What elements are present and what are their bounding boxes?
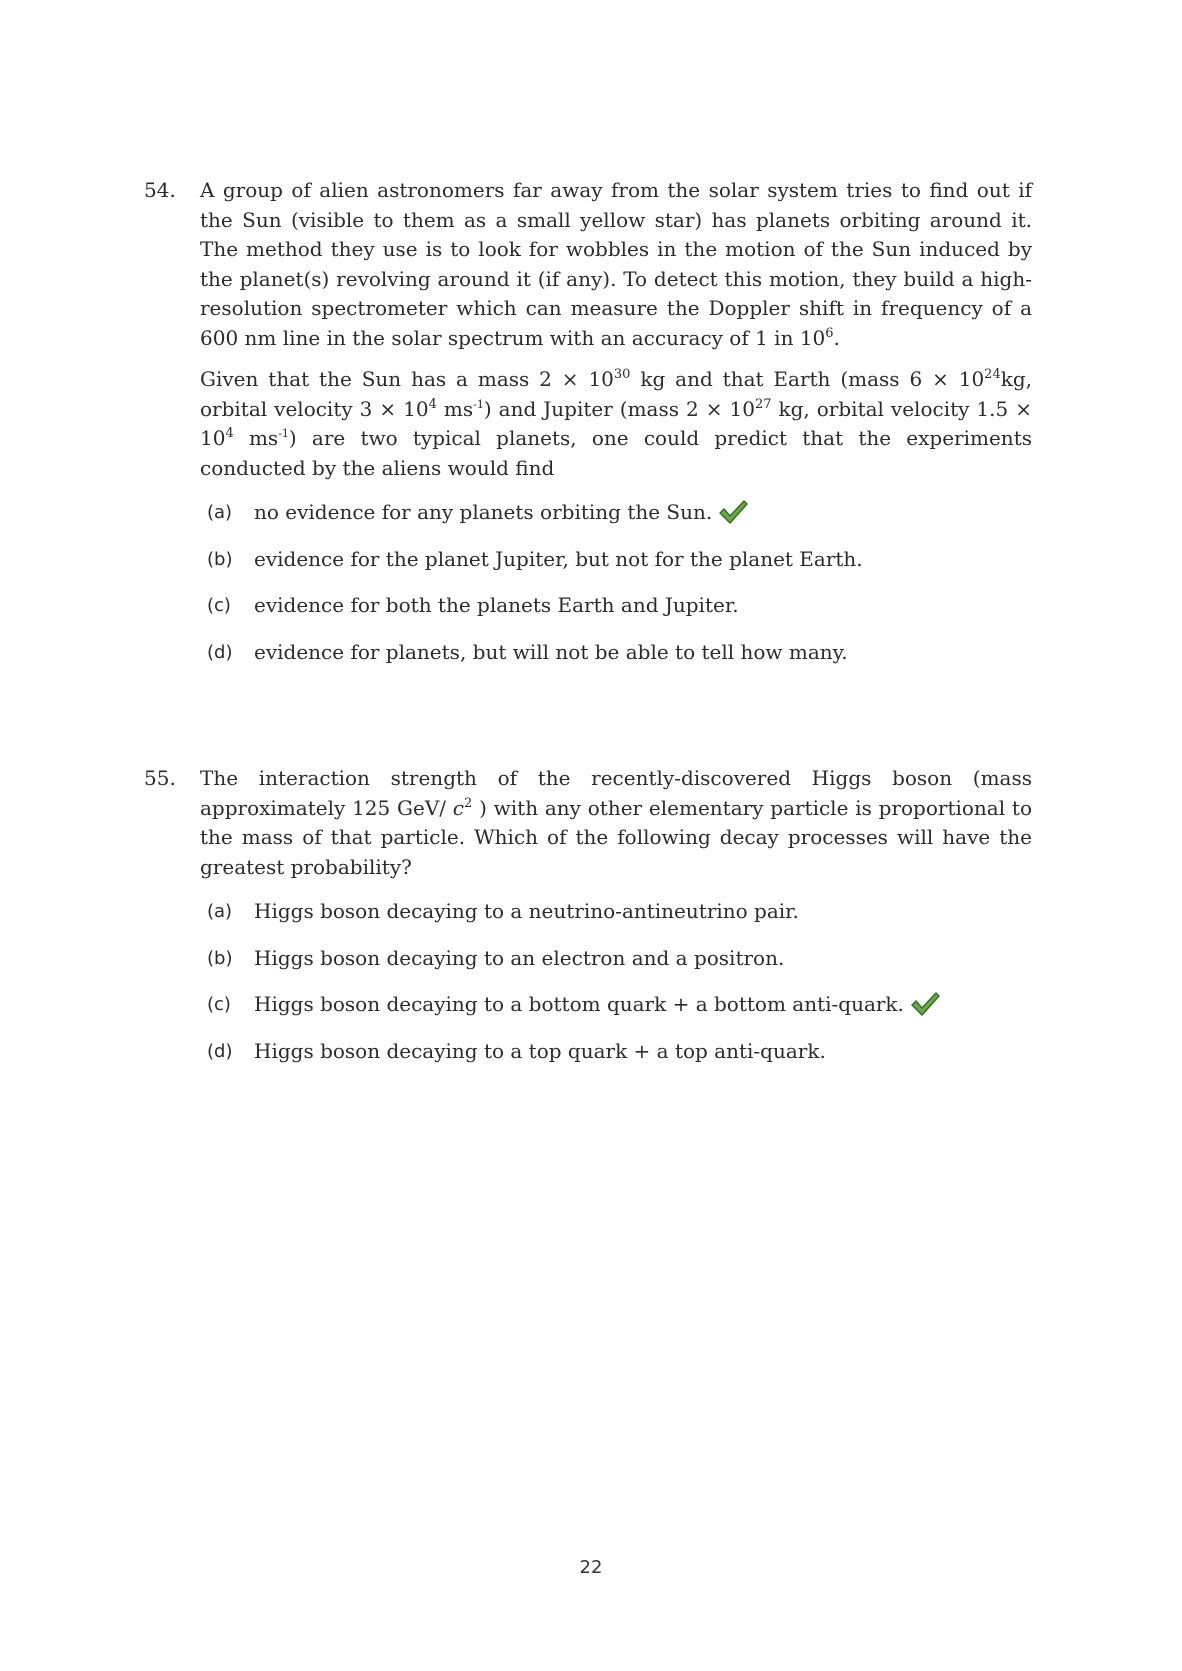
question-paragraph [200, 365, 1032, 483]
unit [234, 426, 289, 450]
speed-of-light-symbol: c [452, 795, 464, 820]
question-number: 55. [144, 766, 176, 790]
option-text-wrap [254, 989, 940, 1020]
question-body [200, 176, 1032, 668]
option-text: evidence for the planet Jupiter, but not for the planet Earth. [254, 546, 863, 571]
paragraph-text: ms [436, 396, 474, 421]
paragraph-text: kg, orbital velocity 3 × 10 [200, 367, 1032, 421]
option-list [207, 497, 1032, 668]
question-body [200, 764, 1032, 1067]
paragraph-text: Given that the Sun has a mass 2 × 10 [200, 367, 614, 391]
option-b [207, 943, 1032, 974]
option-text: Higgs boson decaying to a top quark + a top anti-quark. [254, 1038, 826, 1063]
option-label: (a) [207, 901, 233, 922]
paragraph-text: kg, orbital velocity 1.5 × 10 [200, 396, 1032, 450]
exponent: 27 [754, 396, 772, 412]
exponent: 4 [428, 396, 437, 412]
question-paragraph [200, 764, 1032, 882]
exponent: -1 [278, 427, 289, 440]
exponent: 2 [464, 795, 473, 811]
question-paragraph [200, 176, 1032, 353]
option-a [207, 497, 1032, 528]
paragraph-text: ms [233, 426, 279, 450]
paragraph-text: The interaction strength of the recently-discovered Higgs boson (mass approximately 125 GeV/ [200, 766, 1032, 820]
exponent: -1 [473, 397, 484, 411]
option-c [207, 989, 1032, 1020]
option-c [207, 590, 1032, 621]
option-label: (d) [207, 1040, 233, 1062]
option-label: (b) [207, 548, 233, 570]
exponent: 30 [613, 367, 631, 382]
question-54 [144, 176, 1032, 683]
exponent: 24 [984, 367, 1001, 382]
question-55 [144, 764, 1032, 1082]
option-label: (b) [207, 947, 233, 969]
option-text: evidence for planets, but will not be able to tell how many. [254, 639, 848, 664]
option-label: (c) [207, 595, 231, 616]
option-text-wrap [254, 497, 748, 528]
paragraph-text: kg and that Earth (mass 6 × 10 [630, 367, 985, 391]
option-text: Higgs boson decaying to a bottom quark + a bottom anti-quark. [254, 992, 904, 1016]
option-text: evidence for both the planets Earth and Jupiter. [254, 593, 739, 617]
paragraph-text: ) are two typical planets, one could predict that the experiments conducted by the aliens would find [200, 426, 1032, 480]
paragraph-text: A group of alien astronomers far away from the solar system tries to find out if the Sun (visible to them as a small yellow star) has planets orbiting around it. The method they use is to look for wobbles in the motion of the Sun induced by the planet(s) revolving around it (if any). To detect this motion, they build a high-resolution spectrometer which can measure the Doppler shift in frequency of a 600 nm line in the solar spectrum with an accuracy of 1 in 10 [200, 178, 1032, 350]
paragraph-text: ) with any other elementary particle is proportional to the mass of that particle. Which of the following decay processes will have the greatest probability? [200, 795, 1032, 879]
option-label: (c) [207, 994, 231, 1015]
option-d [207, 637, 1032, 668]
option-a [207, 896, 1032, 927]
option-list [207, 896, 1032, 1067]
option-label: (d) [207, 641, 233, 663]
paragraph-text: ) and Jupiter (mass 2 × 10 [483, 396, 755, 421]
check-mark-icon [718, 499, 748, 525]
option-d [207, 1036, 1032, 1067]
unit [437, 397, 484, 421]
question-number: 54. [144, 178, 176, 202]
paragraph-text: . [833, 325, 840, 350]
exponent: 6 [825, 325, 834, 341]
page-number: 22 [579, 1557, 603, 1578]
option-text: Higgs boson decaying to a neutrino-antineutrino pair. [254, 899, 799, 923]
option-text: Higgs boson decaying to an electron and a positron. [254, 945, 785, 970]
option-b [207, 544, 1032, 575]
check-mark-icon [910, 991, 940, 1017]
option-text: no evidence for any planets orbiting the Sun. [254, 500, 713, 524]
option-label: (a) [207, 502, 233, 523]
exponent: 4 [225, 426, 234, 441]
